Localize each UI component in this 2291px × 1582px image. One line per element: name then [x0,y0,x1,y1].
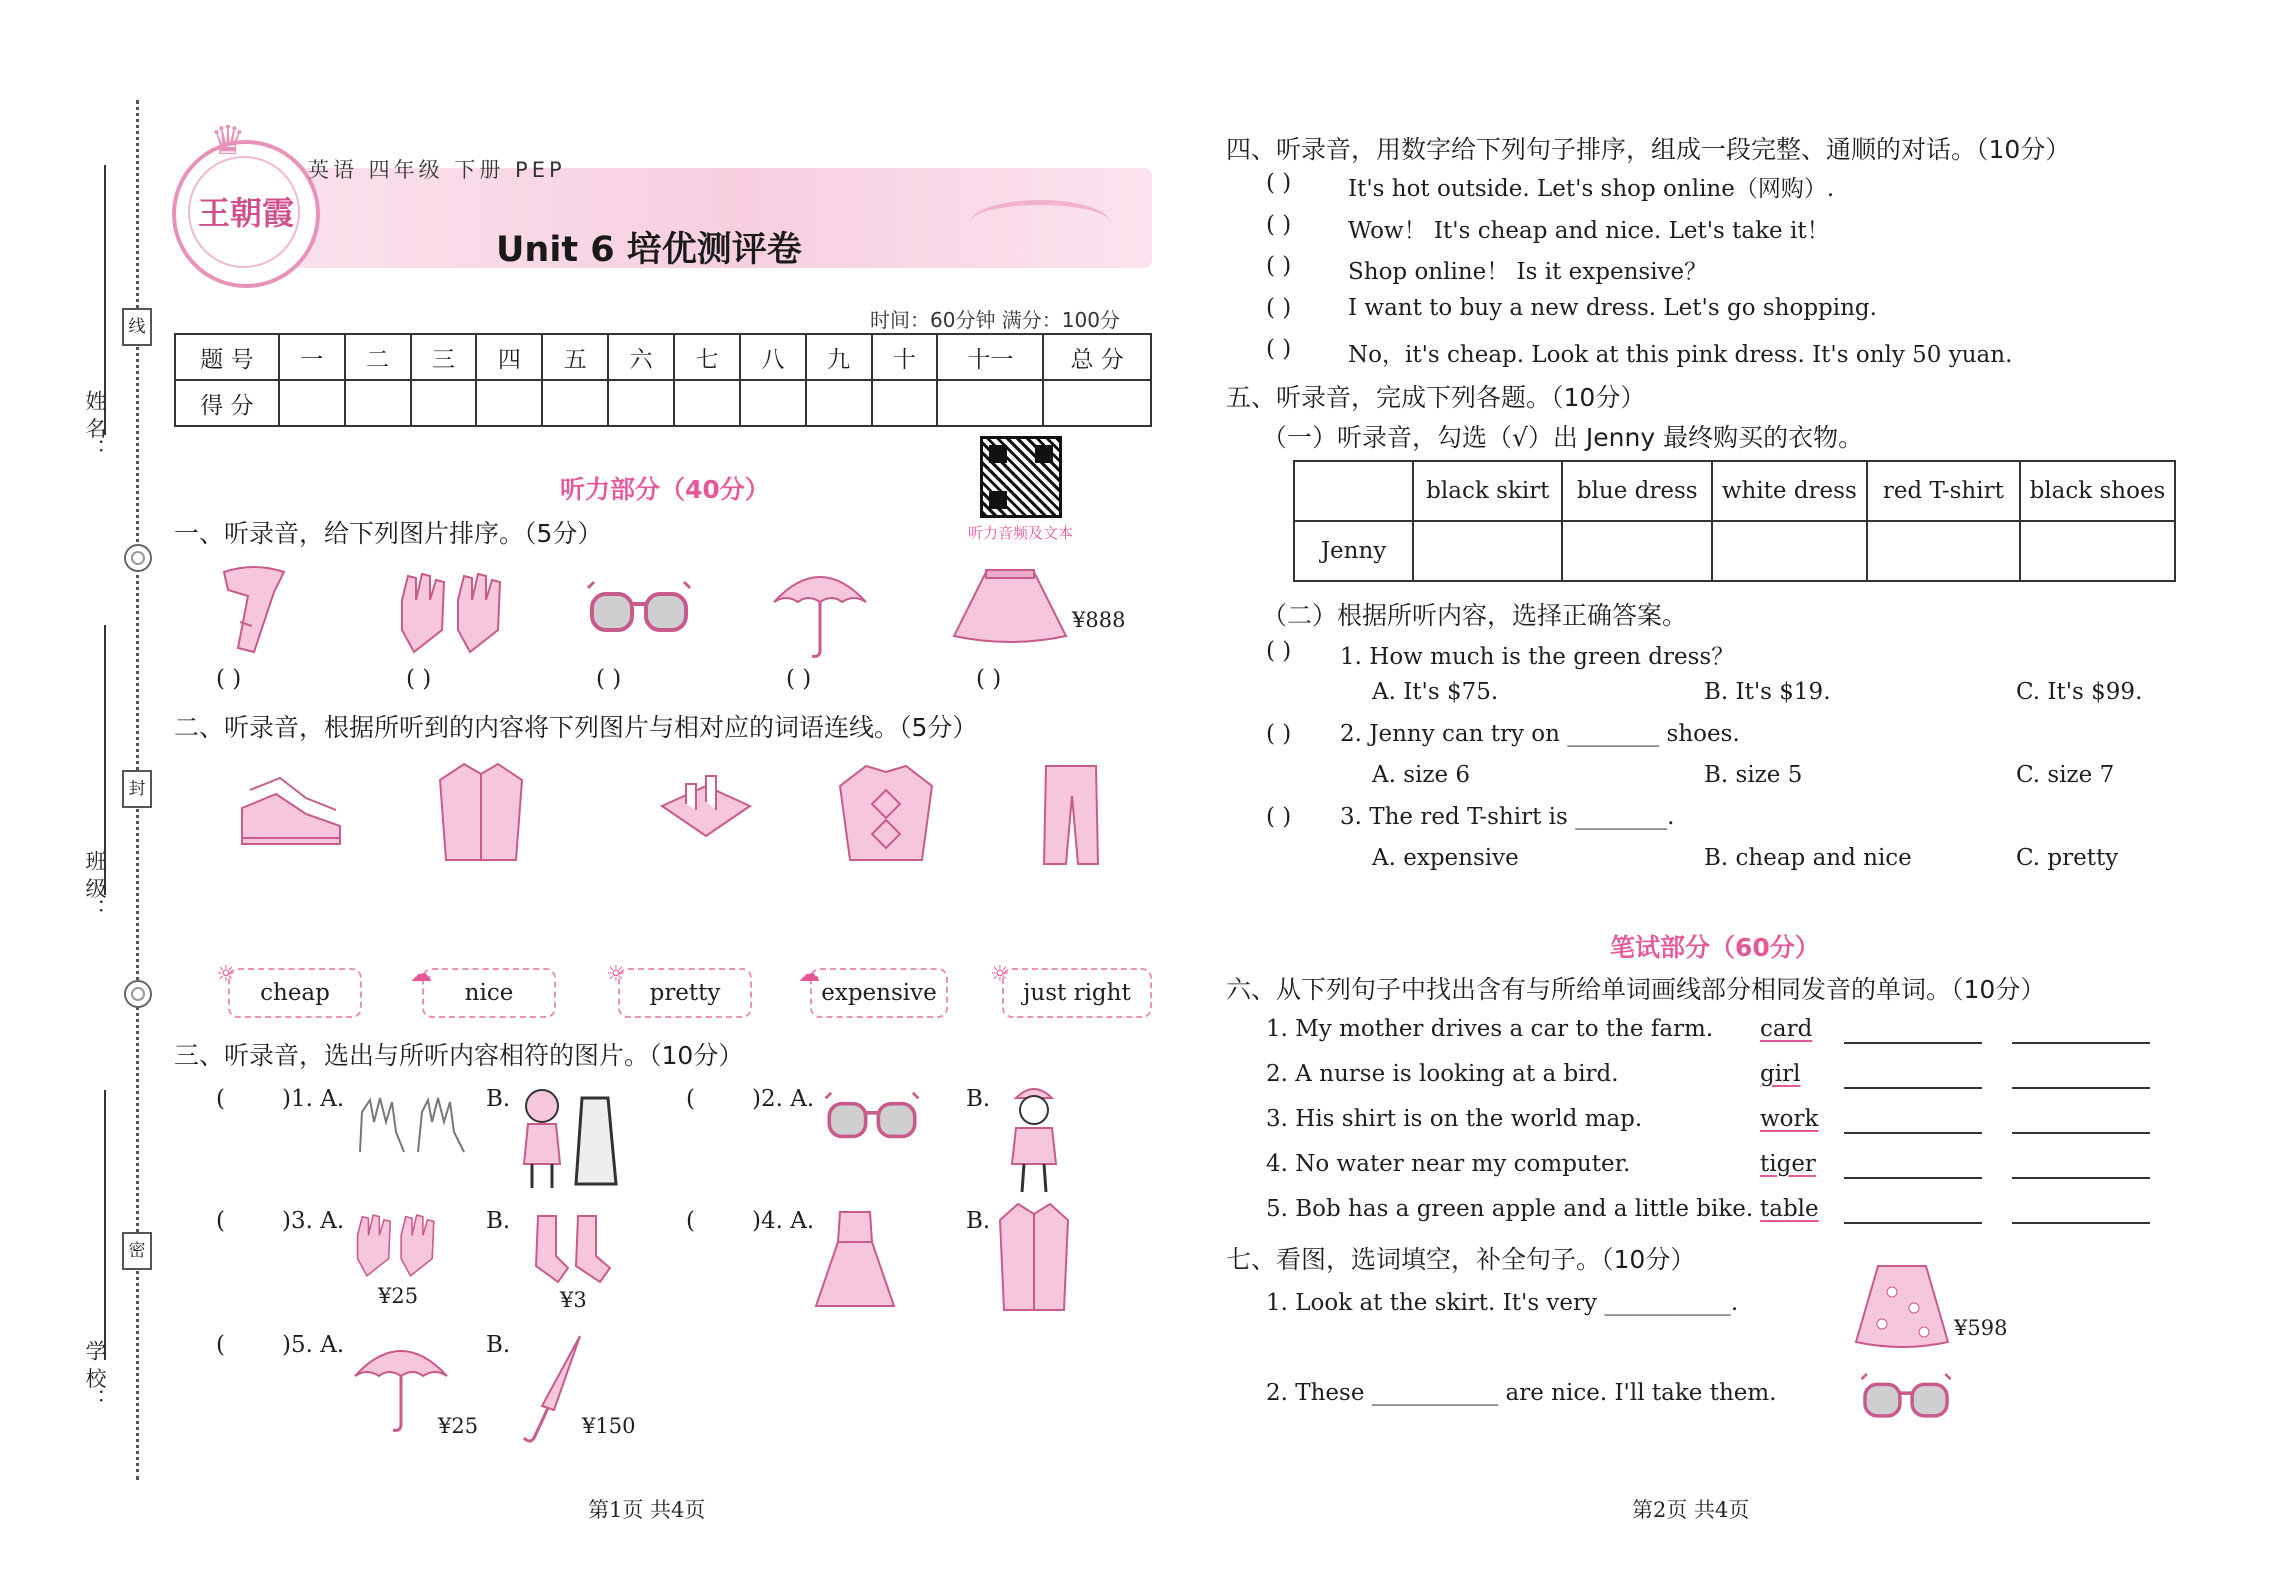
gloves-picture [394,570,514,660]
q4-answer-paren[interactable]: ( ) [1266,211,1292,238]
word-tag-cheap[interactable] [216,962,362,1018]
q6-target-word: card [1760,1016,1813,1042]
score-input-cell[interactable] [674,380,740,426]
score-input-cell[interactable] [608,380,674,426]
score-header-cell: 九 [806,334,872,380]
q5-question: 1. How much is the green dress？ [1340,644,1735,670]
pants-picture [1036,760,1106,870]
q7-sentence-1[interactable]: 1. Look at the skirt. It's very ___________. [1266,1290,1739,1316]
score-input-cell[interactable] [542,380,608,426]
q6-answer-line-1[interactable] [1844,1132,1982,1134]
score-header-cell: 一 [279,334,345,380]
q5-answer-paren[interactable]: ( ) [1266,804,1292,830]
q3-item-3-b: B. [486,1208,511,1234]
q3-paren-2[interactable]: ( [686,1086,695,1112]
sunglasses-picture [1858,1366,1954,1436]
score-table [174,333,1152,427]
q4-sentence: I want to buy a new dress. Let's go shopping. [1348,294,1877,321]
shirt-picture [436,760,526,870]
q6-sentence: 3. His shirt is on the world map. [1266,1106,1643,1132]
q5-option-c[interactable]: C. pretty [2016,845,2119,871]
shoes-picture [236,768,346,858]
coat-picture [996,1200,1072,1316]
gloves-outline-picture [352,1092,472,1162]
score-input-cell[interactable] [411,380,477,426]
jenny-check-cell[interactable] [1712,521,1867,581]
q1-answer-paren-1[interactable]: ( ) [216,666,242,692]
q3-title: 三、听录音，选出与所听内容相符的图片。（10分） [174,1041,744,1070]
q5-question: 2. Jenny can try on ________ shoes. [1340,721,1740,747]
jenny-table-header [1294,461,2175,521]
q5-option-c[interactable]: C. size 7 [2016,762,2115,788]
binding-hole-icon [124,544,152,572]
line-char-box: 线 [122,308,152,346]
q1-answer-paren-3[interactable]: ( ) [596,666,622,692]
q6-target-word: table [1760,1196,1819,1222]
q7-skirt-price: ¥598 [1954,1316,2008,1340]
secret-char-box: 密 [122,1232,152,1270]
score-value-row [175,380,1151,426]
scarf-picture [214,562,294,662]
q5-question: 3. The red T-shirt is ________. [1340,804,1675,830]
girl-mirror-picture [512,1084,622,1194]
sweater-picture [836,760,936,870]
jenny-table-header-cell: black shoes [2020,461,2175,521]
score-header-cell: 八 [740,334,806,380]
score-header-cell: 六 [608,334,674,380]
q5-option-a[interactable]: A. expensive [1372,845,1519,871]
q4-answer-paren[interactable]: ( ) [1266,253,1292,279]
written-heading: 笔试部分（60分） [1610,933,1820,962]
q6-answer-line-1[interactable] [1844,1087,1982,1089]
sun-icon: ☼ [606,962,626,987]
swoosh-decoration [970,200,1110,245]
q1-answer-paren-2[interactable]: ( ) [406,666,432,692]
jenny-table-header-cell: blue dress [1562,461,1711,521]
score-header-cell: 二 [345,334,411,380]
qr-label: 听力音频及文本 [968,524,1074,542]
dress-picture [812,1208,898,1314]
sunglasses-picture [822,1086,922,1156]
q5-option-b[interactable]: B. size 5 [1704,762,1803,788]
score-input-cell[interactable] [279,380,345,426]
q4-sentence: Shop online！ Is it expensive？ [1348,259,1708,285]
q6-target-word: girl [1760,1061,1801,1087]
q6-title: 六、从下列句子中找出含有与所给单词画线部分相同发音的单词。（10分） [1226,975,2046,1004]
score-input-cell[interactable] [872,380,938,426]
q6-target-word: work [1760,1106,1819,1132]
q6-answer-line-2[interactable] [2012,1132,2150,1134]
word-cheap: cheap [260,980,330,1006]
q6-answer-line-2[interactable] [2012,1177,2150,1179]
logo-text: 王朝霞 [197,194,294,232]
jenny-table-header-cell [1294,461,1413,521]
q6-answer-line-2[interactable] [2012,1042,2150,1044]
time-info: 时间：60分钟 满分：100分 [870,308,1120,332]
brand-logo [172,118,320,288]
jenny-table-header-cell: white dress [1712,461,1867,521]
q7-sentence-2[interactable]: 2. These ___________ are nice. I'll take them. [1266,1380,1777,1406]
q3-paren-5[interactable]: ( [216,1332,225,1358]
q3-item-3-label: )3. A. [282,1208,345,1234]
word-pretty: pretty [649,980,721,1006]
score-input-cell[interactable] [806,380,872,426]
q3-item-3-b-price: ¥3 [560,1288,587,1312]
word-just-right: just right [1023,980,1131,1006]
jenny-check-cell[interactable] [2020,521,2175,581]
word-tag-nice[interactable] [410,962,556,1018]
q5-option-a[interactable]: A. size 6 [1372,762,1471,788]
q3-item-5-b-price: ¥150 [582,1414,636,1438]
score-row-label: 得 分 [175,380,279,426]
q4-sentence: Wow！ It's cheap and nice. Let's take it！ [1348,217,1830,244]
listening-heading: 听力部分（40分） [560,475,770,504]
q3-item-1-b: B. [486,1086,511,1112]
q3-item-5-label: )5. A. [282,1332,345,1358]
jenny-purchase-table [1293,460,2176,582]
score-header-cell: 十一 [937,334,1043,380]
word-expensive: expensive [821,980,937,1006]
score-header-cell: 四 [476,334,542,380]
jenny-table-header-cell: red T-shirt [1867,461,2020,521]
umbrella-picture [770,562,870,662]
q4-answer-paren[interactable]: ( ) [1266,336,1292,362]
q5-option-b[interactable]: B. It's $19. [1704,679,1831,705]
q3-paren-4[interactable]: ( [686,1208,695,1234]
score-header-cell: 总 分 [1043,334,1151,380]
footer-page-2: 第2页 共4页 [1632,1498,1750,1522]
score-header-cell: 五 [542,334,608,380]
q3-item-5-b: B. [486,1332,511,1358]
q5-option-b[interactable]: B. cheap and nice [1704,845,1912,871]
word-tag-expensive[interactable] [798,962,948,1018]
jenny-table-row [1294,521,2175,581]
jenny-check-cell[interactable] [1867,521,2020,581]
grade-line: 英语 四年级 下册 PEP [308,158,566,182]
score-input-cell[interactable] [345,380,411,426]
q6-answer-line-1[interactable] [1844,1177,1982,1179]
skirt-picture [950,566,1070,646]
score-input-cell[interactable] [1043,380,1151,426]
q7-title: 七、看图，选词填空，补全句子。（10分） [1226,1245,1696,1274]
q4-sentence: It's hot outside. Let's shop online（网购）. [1348,176,1835,202]
q6-sentence: 4. No water near my computer. [1266,1151,1631,1177]
q3-paren-3[interactable]: ( [216,1208,225,1234]
q5-part1-instruction: （一）听录音，勾选（√）出 Jenny 最终购买的衣物。 [1262,423,1864,452]
q6-answer-line-2[interactable] [2012,1087,2150,1089]
q5-part2-instruction: （二）根据所听内容，选择正确答案。 [1262,601,1688,630]
footer-page-1: 第1页 共4页 [588,1498,706,1522]
jenny-row-label: Jenny [1294,521,1413,581]
q3-item-4-label: )4. A. [752,1208,815,1234]
score-header-cell: 七 [674,334,740,380]
seal-char-box: 封 [122,770,152,808]
name-label: 姓 名： [83,390,107,460]
jenny-table-header-cell: black skirt [1413,461,1562,521]
school-label: 学 校： [83,1340,107,1410]
q2-title: 二、听录音，根据所听到的内容将下列图片与相对应的词语连线。（5分） [174,713,978,742]
socks-picture [528,1212,618,1288]
q3-item-2-label: )2. A. [752,1086,815,1112]
q4-title: 四、听录音，用数字给下列句子排序，组成一段完整、通顺的对话。（10分） [1226,135,2071,164]
crown-icon: ♛ [210,118,246,164]
q4-answer-paren[interactable]: ( ) [1266,294,1292,321]
q3-item-3-a-price: ¥25 [378,1284,419,1308]
sunglasses-picture [584,578,694,648]
q6-answer-line-2[interactable] [2012,1222,2150,1224]
score-input-cell[interactable] [476,380,542,426]
jenny-check-cell[interactable] [1413,521,1562,581]
q1-skirt-price: ¥888 [1072,608,1126,632]
q6-target-word: tiger [1760,1151,1816,1177]
q6-sentence: 1. My mother drives a car to the farm. [1266,1016,1714,1042]
q3-item-5-a-price: ¥25 [438,1414,479,1438]
q6-sentence: 5. Bob has a green apple and a little bike. [1266,1196,1754,1222]
q3-item-1-label: )1. A. [282,1086,345,1112]
page-title: Unit 6 培优测评卷 [496,230,802,270]
cloud-icon: ☁ [410,962,432,987]
word-nice: nice [464,980,514,1006]
q6-answer-line-1[interactable] [1844,1222,1982,1224]
word-tag-just-right[interactable] [990,962,1152,1018]
sun-icon: ☼ [216,962,236,987]
floral-skirt-picture [1852,1262,1952,1352]
q6-sentence: 2. A nurse is looking at a bird. [1266,1061,1619,1087]
q5-option-a[interactable]: A. It's $75. [1372,679,1499,705]
q3-item-4-b: B. [966,1208,991,1234]
q3-item-2-b: B. [966,1086,991,1112]
score-header-row [175,334,1151,380]
q1-answer-paren-5[interactable]: ( ) [976,666,1002,692]
school-write-line [104,1090,106,1360]
q4-sentence: No，it's cheap. Look at this pink dress. It's only 50 yuan. [1348,342,2013,368]
score-header-cell: 十 [872,334,938,380]
q5-option-c[interactable]: C. It's $99. [2016,679,2143,705]
q3-paren-1[interactable]: ( [216,1086,225,1112]
gloves-picture [350,1212,446,1282]
binding-hole-icon [124,980,152,1008]
jenny-check-cell[interactable] [1562,521,1711,581]
class-label: 班 级： [83,850,107,920]
boy-winter-picture [994,1080,1074,1198]
score-input-cell[interactable] [937,380,1043,426]
q5-answer-paren[interactable]: ( ) [1266,721,1292,747]
cloud-icon: ☁ [798,962,820,987]
word-tag-pretty[interactable] [606,962,752,1018]
q5-title: 五、听录音，完成下列各题。（10分） [1226,383,1646,412]
score-header-cell: 三 [411,334,477,380]
score-header-cell: 题 号 [175,334,279,380]
q5-answer-paren[interactable]: ( ) [1266,638,1292,664]
q1-answer-paren-4[interactable]: ( ) [786,666,812,692]
score-input-cell[interactable] [740,380,806,426]
q1-title: 一、听录音，给下列图片排序。（5分） [174,519,603,548]
socks-box-picture [656,766,756,856]
q4-answer-paren[interactable]: ( ) [1266,170,1292,196]
qr-code-icon[interactable] [980,436,1062,518]
q6-answer-line-1[interactable] [1844,1042,1982,1044]
sun-icon: ☼ [990,962,1010,987]
